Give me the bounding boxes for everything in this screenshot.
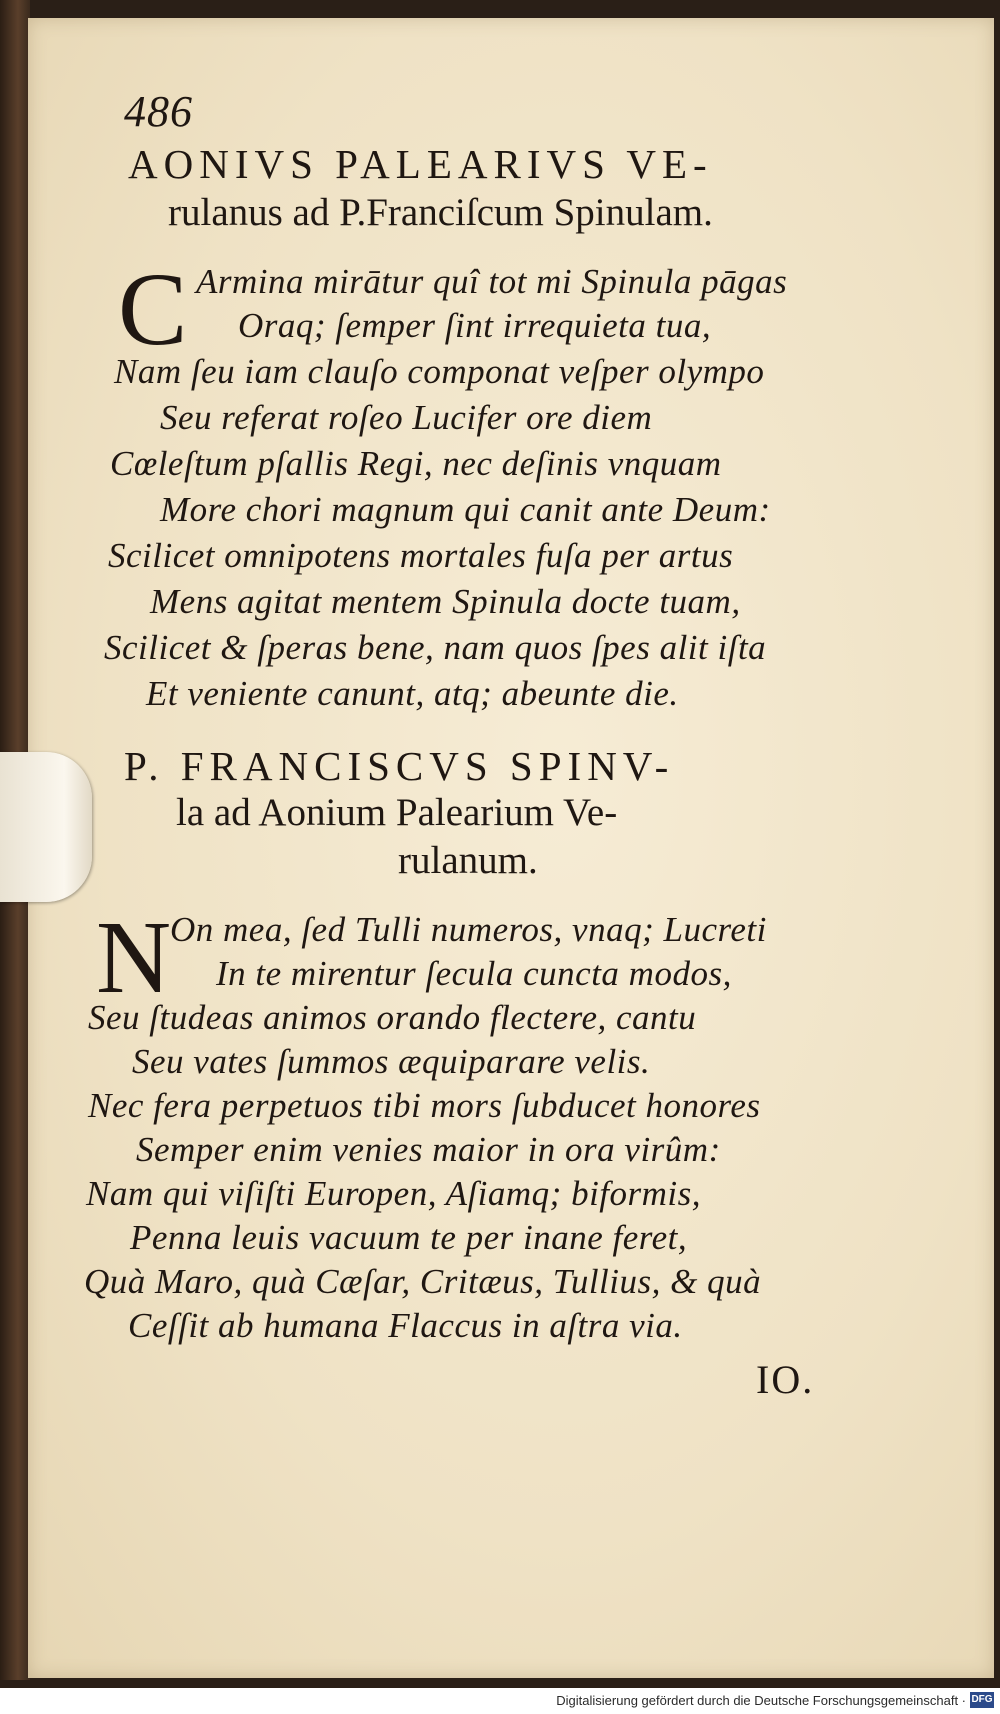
poem2-line-7: Nam qui viſiſti Europen, Aſiamq; biformis, [86,1174,702,1213]
poem2-line-4: Seu vates ſummos æquiparare velis. [132,1042,651,1081]
poem2-heading-line2: la ad Aonium Palearium Ve- [176,791,618,834]
poem2-line-10: Ceſſit ab humana Flaccus in aſtra via. [128,1306,683,1345]
poem2-line-1: On mea, ſed Tulli numeros, vnaq; Lucreti [170,910,767,949]
poem1-line-2: Oraq; ſemper ſint irrequieta tua, [238,306,712,345]
poem1-line-10: Et veniente canunt, atq; abeunte die. [146,674,679,713]
poem1-line-3: Nam ſeu iam clauſo componat veſper olympo [114,352,765,391]
poem1-dropcap: C [118,252,188,367]
poem1-heading-line1: AONIVS PALEARIVS VE- [128,141,713,187]
poem1-line-9: Scilicet & ſperas bene, nam quos ſpes alit iſta [104,628,767,667]
signoff-initials: IO. [756,1357,815,1402]
poem2-line-5: Nec fera perpetuos tibi mors ſubducet honores [88,1086,761,1125]
poem2-line-6: Semper enim venies maior in ora virûm: [136,1130,721,1169]
poem1-line-5: Cœleſtum pſallis Regi, nec deſinis vnquam [110,444,722,483]
poem1-line-6: More chori magnum qui canit ante Deum: [160,490,771,529]
poem1-heading-line2: rulanus ad P.Franciſcum Spinulam. [168,191,713,234]
poem2-heading-line1: P. FRANCISCVS SPINV- [124,743,675,789]
poem1-line-1: Armina mirātur quî tot mi Spinula pāgas [196,262,788,301]
page-number: 486 [124,87,193,136]
poem2-line-2: In te mirentur ſecula cuncta modos, [216,954,732,993]
footer-credit: Digitalisierung gefördert durch die Deutsche Forschungsgemeinschaft · [556,1693,966,1708]
dfg-logo-icon: DFG [970,1692,994,1708]
poem2-line-9: Quà Maro, quà Cæſar, Critæus, Tullius, & quà [84,1262,762,1301]
poem1-line-4: Seu referat roſeo Lucifer ore diem [160,398,653,437]
poem1-line-8: Mens agitat mentem Spinula docte tuam, [150,582,741,621]
poem1-line-7: Scilicet omnipotens mortales fuſa per artus [108,536,734,575]
poem2-dropcap: N [96,900,172,1015]
poem2-line-3: Seu ſtudeas animos orando flectere, cantu [88,998,697,1037]
poem2-heading-line3: rulanum. [398,839,538,882]
poem2-line-8: Penna leuis vacuum te per inane feret, [130,1218,688,1257]
